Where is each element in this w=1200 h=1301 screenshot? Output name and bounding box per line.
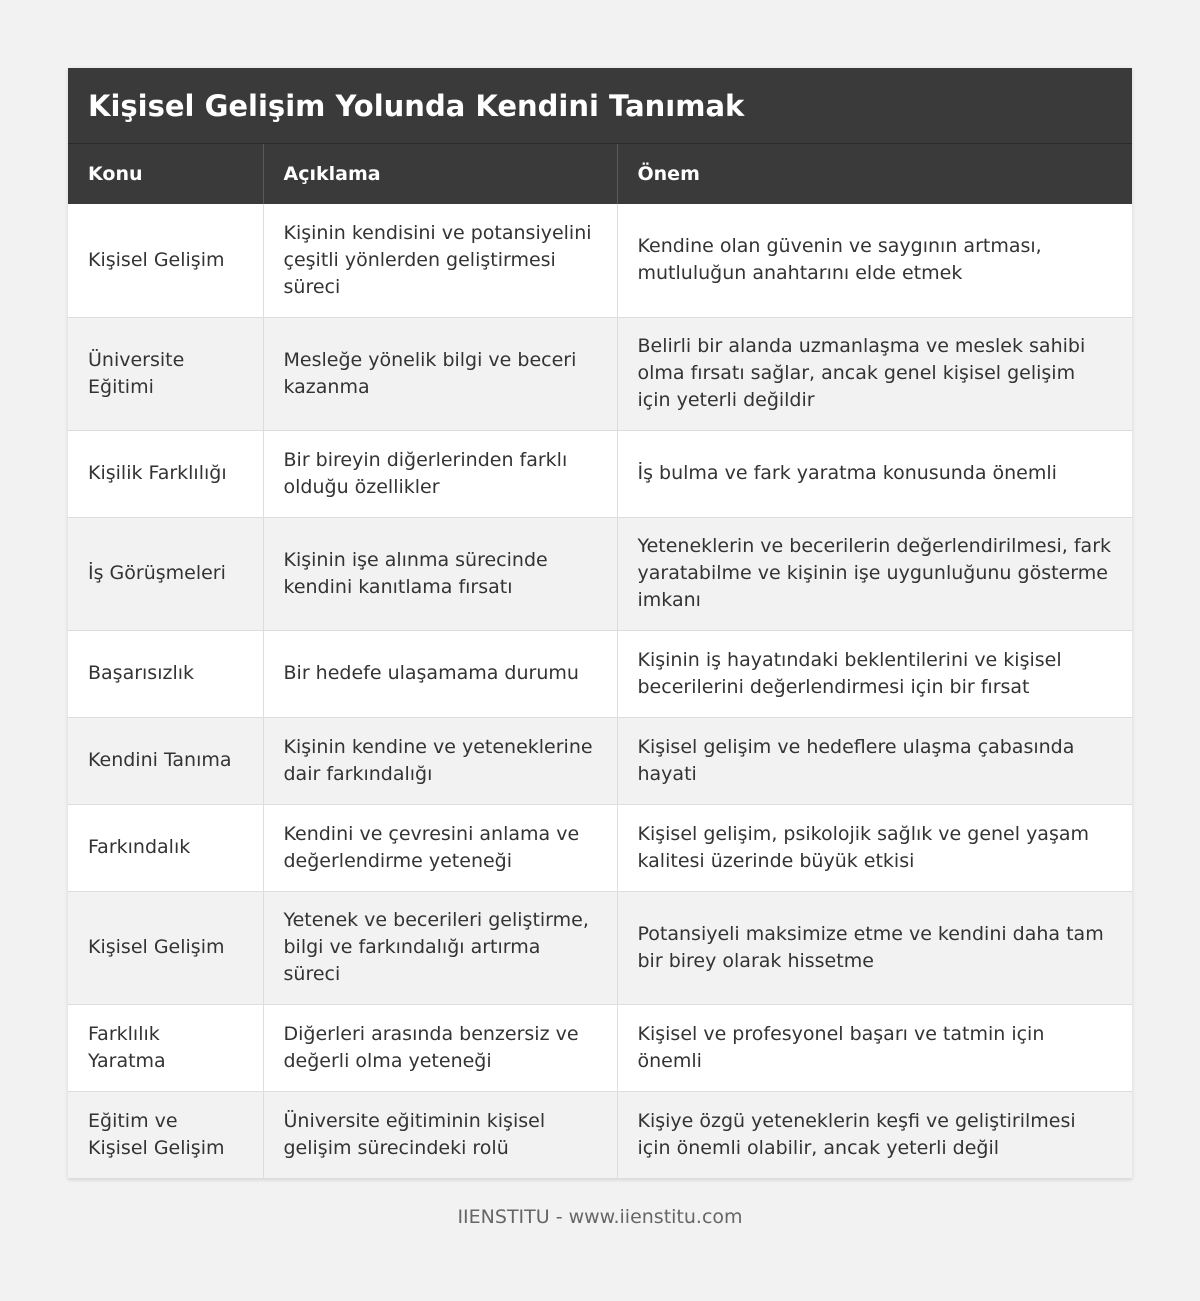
data-table	[68, 144, 1132, 1179]
cell-konu: Farklılık Yaratma	[68, 1004, 263, 1091]
footer-credit: IIENSTITU - www.iienstitu.com	[457, 1206, 743, 1228]
column-header-aciklama: Açıklama	[263, 144, 617, 204]
table-row	[68, 717, 1132, 804]
cell-konu: Üniversite Eğitimi	[68, 317, 263, 430]
cell-aciklama: Diğerleri arasında benzersiz ve değerli olma yeteneği	[263, 1004, 617, 1091]
cell-onem: Belirli bir alanda uzmanlaşma ve meslek sahibi olma fırsatı sağlar, ancak genel kişisel gelişim için yeterli değildir	[617, 317, 1132, 430]
cell-onem: Kendine olan güvenin ve saygının artması, mutluluğun anahtarını elde etmek	[617, 204, 1132, 317]
cell-onem: İş bulma ve fark yaratma konusunda önemli	[617, 430, 1132, 517]
cell-aciklama: Kişinin kendisini ve potansiyelini çeşitli yönlerden geliştirmesi süreci	[263, 204, 617, 317]
cell-konu: Kişisel Gelişim	[68, 204, 263, 317]
table-row	[68, 317, 1132, 430]
cell-aciklama: Kendini ve çevresini anlama ve değerlendirme yeteneği	[263, 804, 617, 891]
table-card	[68, 68, 1132, 1179]
cell-konu: Farkındalık	[68, 804, 263, 891]
cell-aciklama: Üniversite eğitiminin kişisel gelişim sürecindeki rolü	[263, 1091, 617, 1178]
cell-onem: Kişisel gelişim, psikolojik sağlık ve genel yaşam kalitesi üzerinde büyük etkisi	[617, 804, 1132, 891]
cell-onem: Kişinin iş hayatındaki beklentilerini ve kişisel becerilerini değerlendirmesi için bir fırsat	[617, 630, 1132, 717]
cell-konu: Kişilik Farklılığı	[68, 430, 263, 517]
cell-konu: İş Görüşmeleri	[68, 517, 263, 630]
cell-onem: Yeteneklerin ve becerilerin değerlendirilmesi, fark yaratabilme ve kişinin işe uygunluğunu gösterme imkanı	[617, 517, 1132, 630]
cell-aciklama: Yetenek ve becerileri geliştirme, bilgi ve farkındalığı artırma süreci	[263, 891, 617, 1004]
table-row	[68, 1091, 1132, 1178]
cell-konu: Başarısızlık	[68, 630, 263, 717]
page-title: Kişisel Gelişim Yolunda Kendini Tanımak	[68, 68, 1132, 144]
table-row	[68, 430, 1132, 517]
table-header-row	[68, 144, 1132, 204]
cell-onem: Kişisel ve profesyonel başarı ve tatmin için önemli	[617, 1004, 1132, 1091]
table-row	[68, 517, 1132, 630]
cell-onem: Kişiye özgü yeteneklerin keşfi ve geliştirilmesi için önemli olabilir, ancak yeterli değil	[617, 1091, 1132, 1178]
cell-aciklama: Kişinin işe alınma sürecinde kendini kanıtlama fırsatı	[263, 517, 617, 630]
table-row	[68, 1004, 1132, 1091]
cell-onem: Kişisel gelişim ve hedeflere ulaşma çabasında hayati	[617, 717, 1132, 804]
column-header-konu: Konu	[68, 144, 263, 204]
table-row	[68, 891, 1132, 1004]
table-row	[68, 630, 1132, 717]
cell-aciklama: Bir bireyin diğerlerinden farklı olduğu özellikler	[263, 430, 617, 517]
table-row	[68, 204, 1132, 317]
cell-konu: Kişisel Gelişim	[68, 891, 263, 1004]
cell-aciklama: Mesleğe yönelik bilgi ve beceri kazanma	[263, 317, 617, 430]
cell-onem: Potansiyeli maksimize etme ve kendini daha tam bir birey olarak hissetme	[617, 891, 1132, 1004]
cell-konu: Kendini Tanıma	[68, 717, 263, 804]
cell-aciklama: Bir hedefe ulaşamama durumu	[263, 630, 617, 717]
cell-aciklama: Kişinin kendine ve yeteneklerine dair farkındalığı	[263, 717, 617, 804]
cell-konu: Eğitim ve Kişisel Gelişim	[68, 1091, 263, 1178]
column-header-onem: Önem	[617, 144, 1132, 204]
table-row	[68, 804, 1132, 891]
